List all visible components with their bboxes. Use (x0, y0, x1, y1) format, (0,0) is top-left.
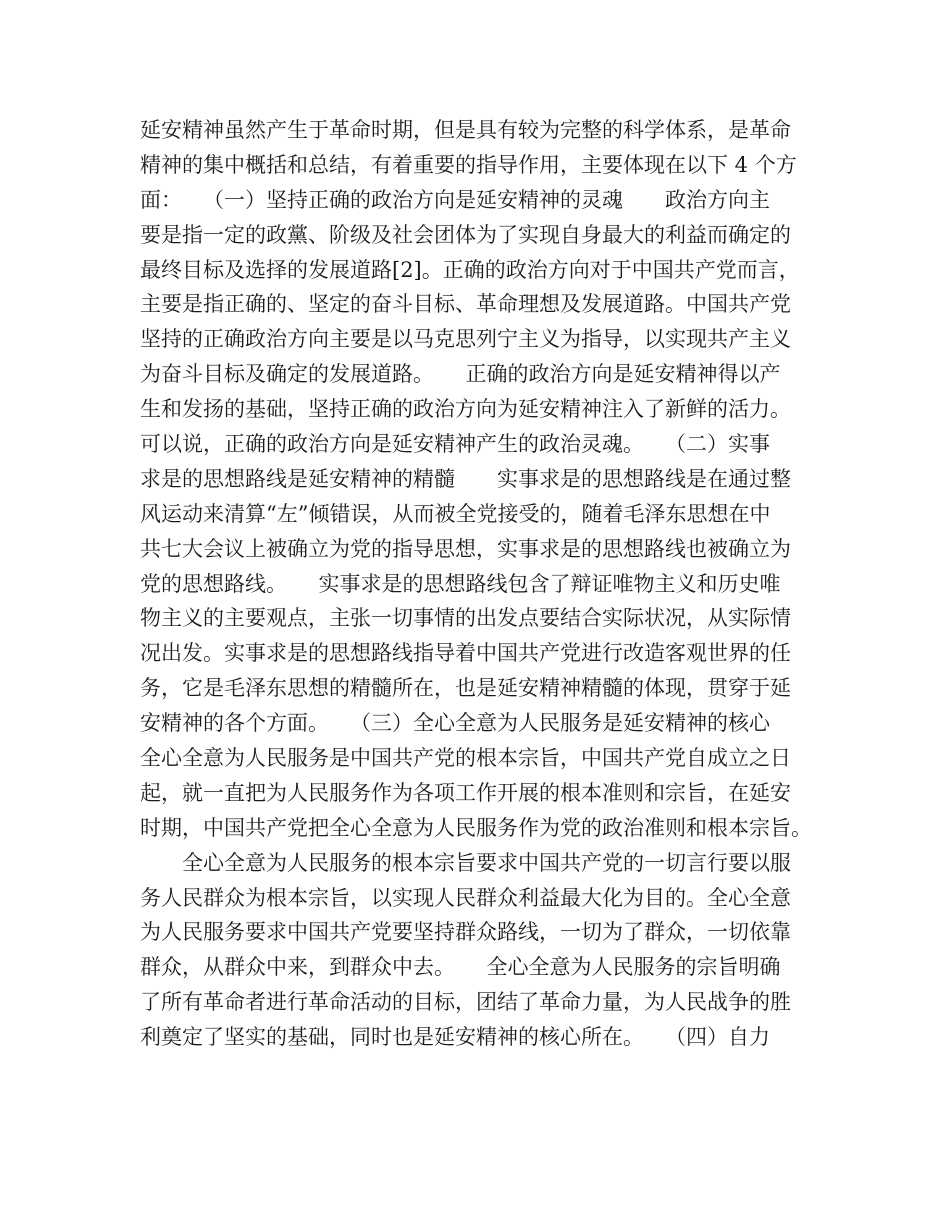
text-line: 了所有革命者进行革命活动的目标，团结了革命力量，为人民战争的胜 (140, 990, 791, 1015)
text-line: 为人民服务要求中国共产党要坚持群众路线，一切为了群众，一切依靠 (140, 920, 791, 945)
text-line: 面： （一）坚持正确的政治方向是延安精神的灵魂 政治方向主 (140, 187, 770, 212)
text-line: 时期，中国共产党把全心全意为人民服务作为党的政治准则和根本宗旨。 (140, 815, 812, 840)
text-line: 起，就一直把为人民服务作为各项工作开展的根本准则和宗旨，在延安 (140, 780, 791, 805)
text-line: 为奋斗目标及确定的发展道路。 正确的政治方向是延安精神得以产 (140, 362, 781, 387)
text-line: 务，它是毛泽东思想的精髓所在，也是延安精神精髓的体现，贯穿于延 (140, 676, 791, 701)
body-text (140, 113, 820, 1055)
text-line: 全心全意为人民服务是中国共产党的根本宗旨，中国共产党自成立之日 (140, 746, 791, 771)
text-line: 可以说，正确的政治方向是延安精神产生的政治灵魂。 （二）实事 (140, 432, 770, 457)
text-line: 况出发。实事求是的思想路线指导着中国共产党进行改造客观世界的任 (140, 641, 791, 666)
text-line: 坚持的正确政治方向主要是以马克思列宁主义为指导，以实现共产主义 (140, 327, 791, 352)
text-line: 精神的集中概括和总结，有着重要的指导作用，主要体现在以下 4 个方 (140, 152, 797, 177)
text-line: 利奠定了坚实的基础，同时也是延安精神的核心所在。 （四）自力 (140, 1025, 770, 1050)
text-line: 最终目标及选择的发展道路[2]。正确的政治方向对于中国共产党而言， (140, 257, 800, 282)
text-line: 全心全意为人民服务的根本宗旨要求中国共产党的一切言行要以服 (140, 850, 791, 875)
text-line: 延安精神虽然产生于革命时期，但是具有较为完整的科学体系，是革命 (140, 118, 791, 142)
text-line: 物主义的主要观点，主张一切事情的出发点要结合实际状况，从实际情 (140, 606, 791, 631)
text-line: 党的思想路线。 实事求是的思想路线包含了辩证唯物主义和历史唯 (140, 571, 781, 596)
text-line: 共七大会议上被确立为党的指导思想，实事求是的思想路线也被确立为 (140, 536, 791, 561)
text-line: 风运动来清算“左”倾错误，从而被全党接受的，随着毛泽东思想在中 (140, 501, 771, 526)
text-line: 生和发扬的基础，坚持正确的政治方向为延安精神注入了新鲜的活力。 (140, 397, 791, 422)
text-line: 群众，从群众中来，到群众中去。 全心全意为人民服务的宗旨明确 (140, 955, 781, 980)
text-line: 务人民群众为根本宗旨，以实现人民群众利益最大化为目的。全心全意 (140, 885, 791, 910)
text-line: 要是指一定的政黨、阶级及社会团体为了实现自身最大的利益而确定的 (140, 222, 791, 247)
text-line: 求是的思想路线是延安精神的精髓 实事求是的思想路线是在通过整 (140, 466, 791, 491)
text-line: 主要是指正确的、坚定的奋斗目标、革命理想及发展道路。中国共产党 (140, 292, 791, 317)
text-line: 安精神的各个方面。 （三）全心全意为人民服务是延安精神的核心 (140, 711, 770, 736)
